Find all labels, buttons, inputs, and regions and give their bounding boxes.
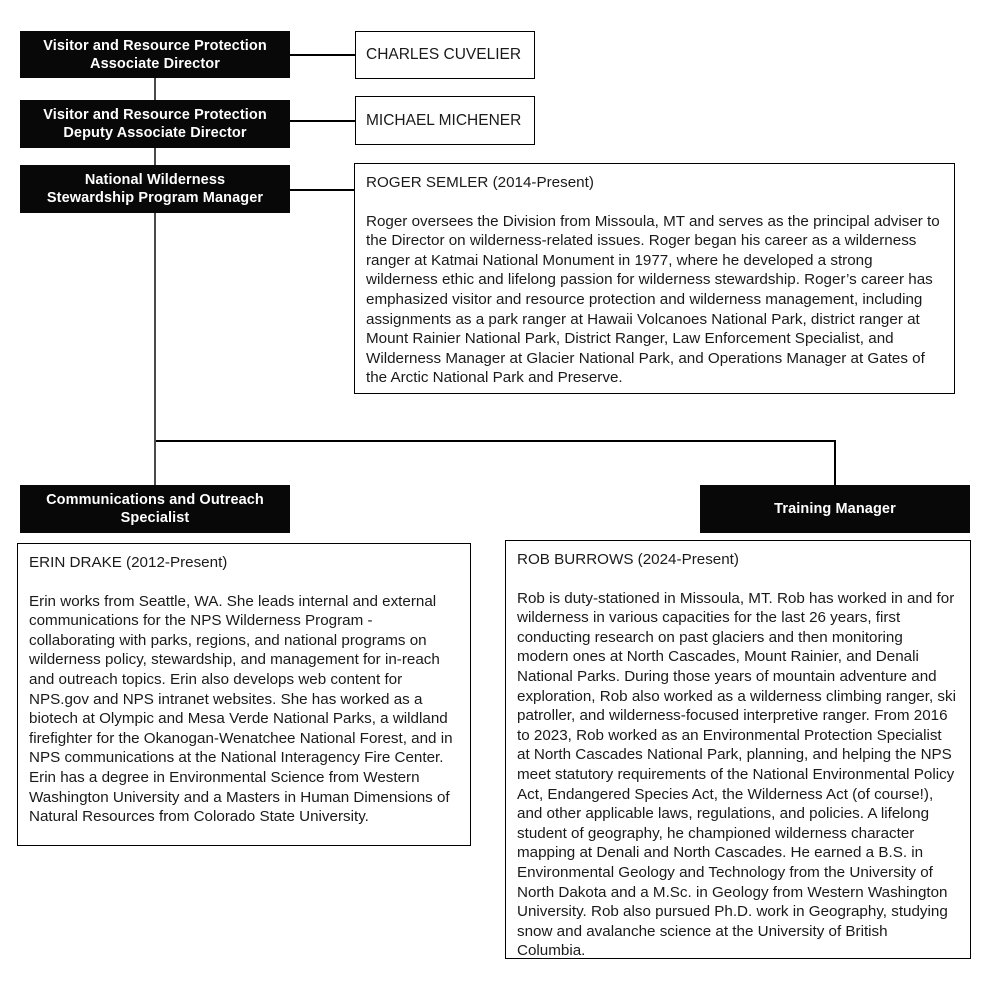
name-box-michael-michener[interactable] [355, 96, 535, 145]
role-associate-director-line2: Associate Director [90, 55, 220, 72]
connector-branch-horizontal [154, 440, 836, 442]
bio-heading-rob-burrows: ROB BURROWS (2024-Present) [517, 551, 739, 568]
bio-text-rob-burrows: Rob is duty-stationed in Missoula, MT. Rob has worked in and for wilderness in various capacities for the last 26 years, first conducting research on past glaciers and then monitoring modern ones at North Cascades, Mount Rainier, and Denali National Parks. During those years of mountain adventure and exploration, Rob also worked as a wilderness climbing ranger, ski patroller, and wilderness-focused interpretive ranger. From 2016 to 2023, Rob worked as an Environmental Protection Specialist at North Cascades National Park, planning, and helping the NPS meet statutory requirements of the National Environmental Policy Act, Endangered Species Act, the Wilderness Act (of course!), and other applicable laws, regulations, and policies. A lifelong student of geography, he championed wilderness character mapping at Denali and North Cascades. He earned a B.S. in Environmental Geology and Technology from the University of North Dakota and a M.Sc. in Geology from Western Washington University. Rob also pursued Ph.D. work in Geography, studying snow and avalanche science at the University of British Columbia. [517, 589, 956, 960]
connector-associate-to-name [290, 54, 355, 56]
role-communications-specialist-line1: Communications and Outreach [46, 492, 264, 508]
bio-heading-erin-drake: ERIN DRAKE (2012-Present) [29, 554, 228, 571]
role-box-program-manager[interactable] [20, 165, 290, 213]
bio-box-rob-burrows[interactable] [505, 540, 971, 959]
connector-branch-to-training-manager [834, 440, 836, 485]
role-training-manager-line1: Training Manager [774, 501, 896, 517]
role-box-training-manager[interactable] [700, 485, 970, 533]
person-name-deputy-associate-director: MICHAEL MICHENER [366, 111, 522, 129]
person-name-associate-director: CHARLES CUVELIER [366, 46, 522, 63]
role-program-manager-line2: Stewardship Program Manager [46, 190, 264, 206]
bio-text-erin-drake: Erin works from Seattle, WA. She leads internal and external communications for the NPS Wilderness Program - collaborating with parks, regions, and national programs on wilderness policy, stewardship, and management for in-reach and outreach topics. Erin also develops web content for NPS.gov and NPS intranet websites. She has worked as a biotech at Olympic and Mesa Verde National Parks, a wildland firefighter for the Okanogan-Wenatchee National Forest, and in NPS communications at the National Interagency Fire Center. Erin has a degree in Environmental Science from Western Washington University and a Masters in Human Dimensions of Natural Resources from Colorado State University. [29, 592, 453, 826]
role-box-communications-specialist[interactable] [20, 485, 290, 533]
role-associate-director-line1: Visitor and Resource Protection [43, 37, 267, 54]
role-program-manager-line1: National Wilderness [84, 172, 226, 188]
role-box-deputy-associate-director[interactable] [20, 100, 290, 148]
connector-program-manager-to-bio [290, 189, 354, 191]
bio-box-erin-drake[interactable] [17, 543, 471, 846]
role-box-associate-director[interactable] [20, 31, 290, 78]
role-deputy-associate-director-line1: Visitor and Resource Protection [43, 107, 267, 123]
bio-text-roger-semler: Roger oversees the Division from Missoula, MT and serves as the principal adviser to the Director on wilderness-related issues. Roger began his career as a wilderness ranger at Katmai National Monument in 1977, where he developed a strong wilderness ethic and lifelong passion for wilderness stewardship. Roger’s career has emphasized visitor and resource protection and wilderness management, including assignments as a park ranger at Hawaii Volcanoes National Park, district ranger at Mount Rainier National Park, District Ranger, Law Enforcement Specialist, and Wilderness Manager at Glacier National Park, and Operations Manager at Gates of the Arctic National Park and Preserve. [366, 212, 940, 387]
connector-associate-to-deputy [154, 78, 156, 100]
name-box-charles-cuvelier[interactable] [355, 31, 535, 79]
connector-program-manager-down [154, 213, 156, 440]
connector-deputy-to-program-manager [154, 148, 156, 165]
bio-heading-roger-semler: ROGER SEMLER (2014-Present) [366, 174, 594, 191]
connector-branch-to-communications [154, 440, 156, 485]
connector-deputy-to-name [290, 120, 355, 122]
bio-box-roger-semler[interactable] [354, 163, 955, 394]
role-deputy-associate-director-line2: Deputy Associate Director [63, 125, 247, 141]
role-communications-specialist-line2: Specialist [120, 510, 190, 526]
